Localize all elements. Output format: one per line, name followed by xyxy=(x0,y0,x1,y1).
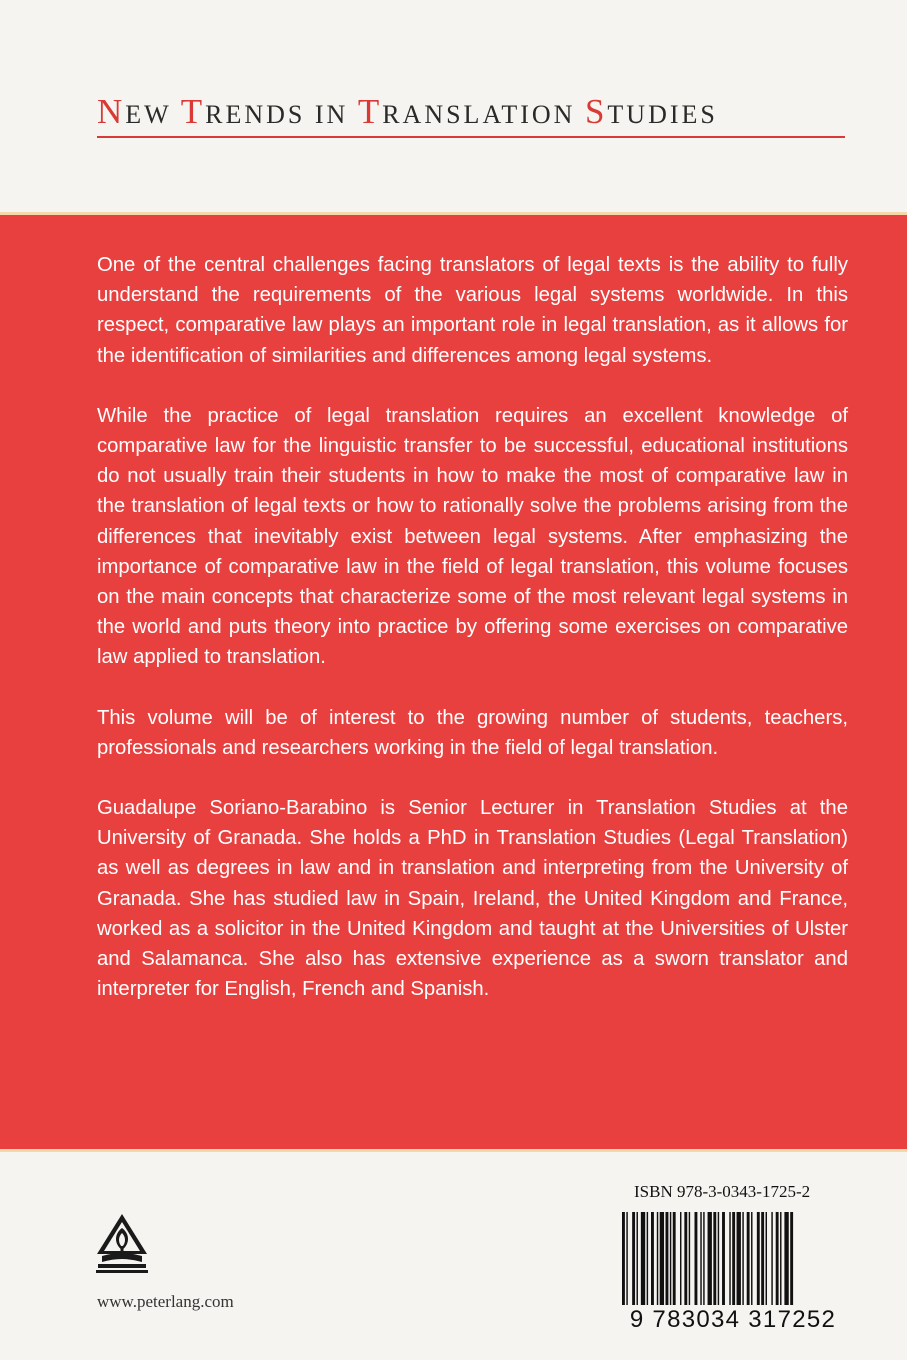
barcode-bar xyxy=(747,1212,750,1320)
barcode-bar xyxy=(784,1212,788,1320)
blurb-paragraph-2: While the practice of legal translation requires an excellent knowledge of comparative law for the linguistic transfer to be successful, educational institutions do not usually train their students in how to make the most of comparative law in the translation of legal texts or how to rationally solve the problems arising from the differences that inevitably exist between legal systems. After emphasizing the importance of comparative law in the field of legal translation, this volume focuses on the main concepts that characterize some of the most relevant legal systems in the world and puts theory into practice by offering some exercises on comparative law applied to translation. xyxy=(97,404,848,669)
author-bio-paragraph: Guadalupe Soriano-Barabino is Senior Lecturer in Translation Studies at the University of Granada. She holds a PhD in Translation Studies (Legal Translation) as well as degrees in law and in translation and interpreting from the University of Granada. She has studied law in Spain, Ireland, the United Kingdom and France, worked as a solicitor in the United Kingdom and taught at the Universities of Ulster and Salamanca. She also has extensive experience as a sworn translator and interpreter for English, French and Spanish. xyxy=(97,797,848,1001)
barcode-bar xyxy=(632,1212,635,1320)
barcode-bar xyxy=(713,1212,716,1320)
barcode-bar xyxy=(729,1212,730,1320)
barcode-bar xyxy=(684,1212,687,1320)
barcode-bar xyxy=(732,1212,735,1320)
series-title-word: TRANSLATION xyxy=(357,92,576,131)
barcode-bar xyxy=(641,1212,645,1320)
barcode-bar xyxy=(647,1212,648,1320)
barcode-bar xyxy=(637,1212,638,1320)
series-title-word: TRENDS xyxy=(180,92,306,131)
barcode-bar xyxy=(657,1212,658,1320)
barcode-bar xyxy=(790,1212,793,1320)
barcode-bar xyxy=(722,1212,725,1320)
barcode-bar xyxy=(689,1212,690,1320)
barcode-bar xyxy=(771,1212,772,1320)
barcode-bar xyxy=(757,1212,760,1320)
barcode-bar xyxy=(680,1212,681,1320)
isbn-barcode xyxy=(620,1212,846,1320)
series-title-word: STUDIES xyxy=(584,92,718,131)
barcode-bar xyxy=(742,1212,743,1320)
barcode-bar xyxy=(708,1212,712,1320)
barcode-bar xyxy=(660,1212,664,1320)
barcode-digits: 9 783034 317252 xyxy=(620,1305,846,1335)
barcode-bar xyxy=(622,1212,625,1320)
barcode-bar xyxy=(780,1212,781,1320)
blurb-paragraph-3: This volume will be of interest to the growing number of students, teachers, professionals and researchers working in the field of legal translation. xyxy=(97,706,848,759)
publisher-website: www.peterlang.com xyxy=(97,1292,234,1311)
barcode-bar xyxy=(737,1212,741,1320)
barcode-bar xyxy=(751,1212,752,1320)
blurb-paragraph-1: One of the central challenges facing translators of legal texts is the ability to fully understand the requirements of the various legal systems worldwide. In this respect, comparative law plays an important role in legal translation, as it allows for the identification of similarities and differences among legal systems. xyxy=(97,254,848,367)
barcode-bar xyxy=(766,1212,767,1320)
barcode-bar xyxy=(761,1212,764,1320)
series-title-word: IN xyxy=(314,100,349,129)
isbn-label: ISBN 978-3-0343-1725-2 xyxy=(634,1182,811,1201)
series-title-word: NEW xyxy=(97,92,172,131)
blurb-text xyxy=(97,250,848,1004)
barcode-bar xyxy=(700,1212,701,1320)
barcode-bar xyxy=(695,1212,698,1320)
barcode-bar xyxy=(673,1212,676,1320)
barcode-bar xyxy=(776,1212,779,1320)
barcode-bar xyxy=(670,1212,671,1320)
barcode-bar xyxy=(666,1212,669,1320)
barcode-bar xyxy=(651,1212,654,1320)
series-title-rule xyxy=(97,136,845,138)
series-title xyxy=(97,92,847,132)
barcode-bar xyxy=(703,1212,704,1320)
barcode-bar xyxy=(718,1212,719,1320)
barcode-bar xyxy=(626,1212,627,1320)
